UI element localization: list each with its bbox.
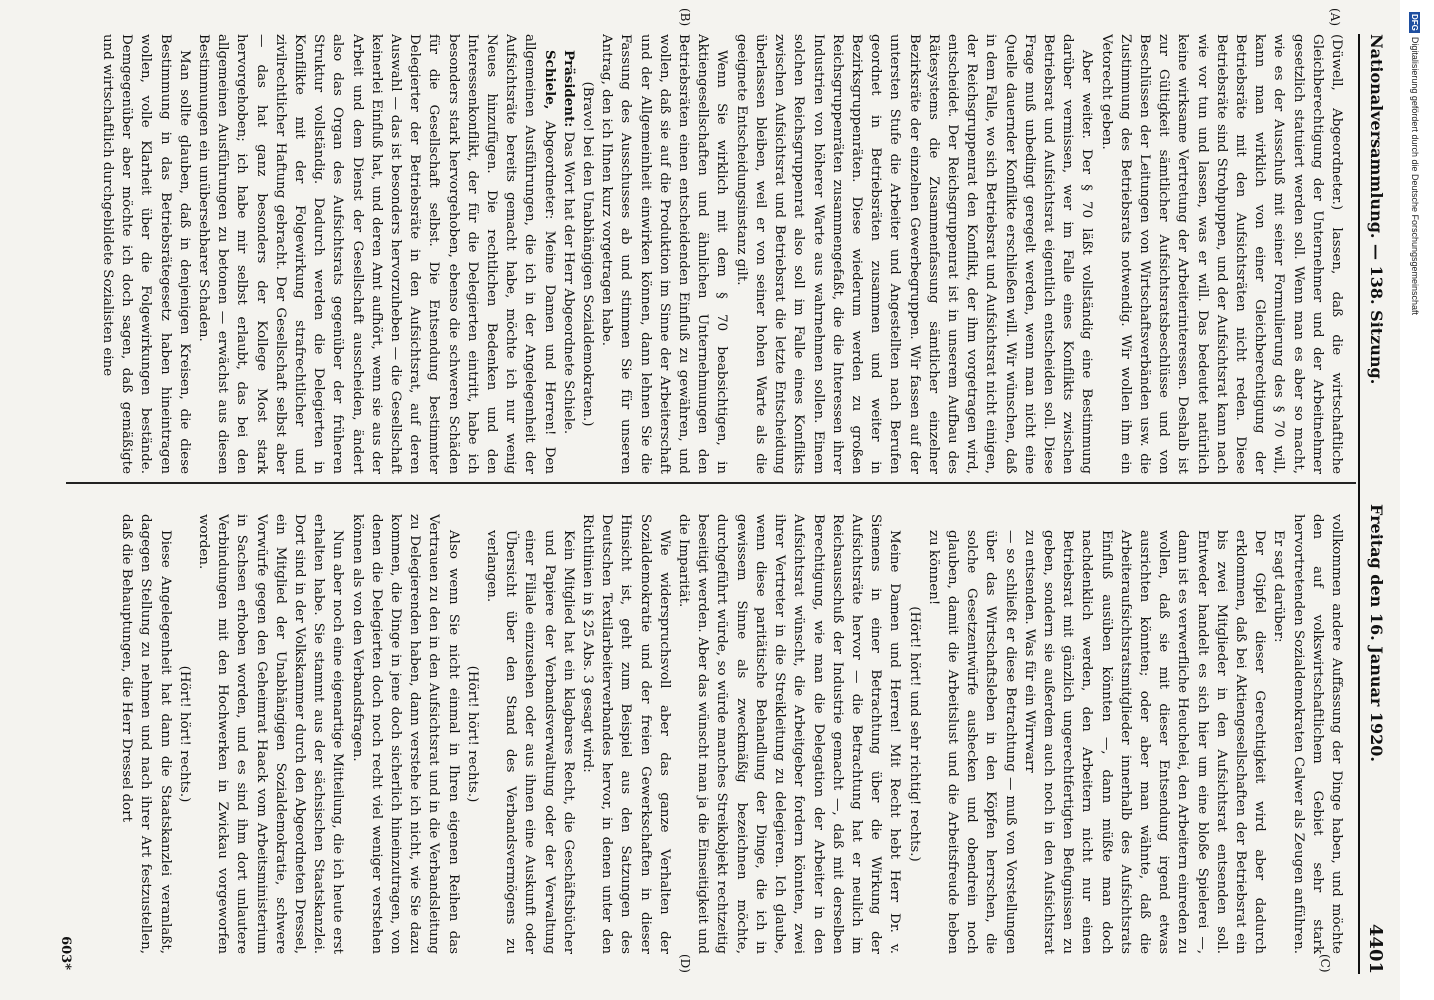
- column-divider: [66, 482, 1356, 484]
- dfg-logo: DFG: [1410, 14, 1419, 31]
- header-session: Nationalversammlung. — 138. Sitzung.: [1367, 34, 1386, 385]
- margin-marker-b: (B): [678, 8, 692, 27]
- rotated-page-content: [52, 4, 1392, 994]
- margin-marker-a: (A): [1328, 8, 1342, 27]
- quotation: — so schließt er diese Betrachtung — muß von Vorstellungen über das Wirtschaftsleben in den Köpfen herrschen, die solche Gesetzentwürfe aushecken und obendrein noch glauben, damit die Arbeitslust und die Arbeitsfreude heben zu können!: [925, 530, 1018, 954]
- president-text: Das Wort hat der Herr Abgeordnete Schiele.: [560, 131, 576, 435]
- speaker-name: Schiele,: [541, 50, 558, 110]
- applause-note: (Bravo! bei den Unabhängigen Sozialdemokraten.): [580, 81, 596, 427]
- paragraph: Also wenn Sie nicht einmal in Ihren eigenen Reihen das Vertrauen zu den in den Aufsichtsrat und in die Verbandsleitung zu Delegierenden haben, dann verstehe ich nicht, wie Sie dazu kommen, die Dinge in jene doch sicherlich hineinzutragen, von denen die Delegierten doch noch recht viel weniger verstehen können als von den Verbandsfragen.: [349, 514, 461, 954]
- header-date: Freitag den 16. Januar 1920.: [1367, 504, 1386, 762]
- paragraph: (Düwell, Abgeordneter.) lassen, daß die wirtschaftliche Gleichberechtigung der Unternehmer und der Arbeitnehmer gesetzlich statuiert werden soll. Wenn man es aber so macht, wie es der Ausschuß mit seiner Formulierung des § 70 will, kann man wirklich von einer Gleichberechtigung der Betriebsräte mit den Aufsichtsräten nicht reden. Diese Betriebsräte sind Strohpuppen, und der Aufsichtsrat kann nach wie vor tun und lassen, was er will. Das bedeutet natürlich keine wirksame Vertretung der Arbeiterinteressen. Deshalb ist zur Gültigkeit sämtlicher Aufsichtsratsbeschlüsse und von Beschlüssen der Leitungen von Wirtschaftsverbänden usw. die Zustimmung des Betriebsrats notwendig. Wir wollen ihm ein Vetorecht geben.: [1098, 34, 1344, 474]
- right-column: [76, 514, 1346, 954]
- paragraph: Wie widerspruchsvoll aber das ganze Verhalten der Sozialdemokratie und der freien Gewerkschaften in dieser Hinsicht ist, geht zum Beispiel aus den Satzungen des Deutschen Textilarbeiterverbandes hervor, in denen unter den Richtlinien in § 25 Abs. 3 gesagt wird:: [580, 514, 672, 954]
- interjection: (Hört! hört! rechts.): [176, 665, 192, 803]
- paragraph: Wenn Sie wirklich mit dem § 70 beabsichtigen, in Aktiengesellschaften und ähnlichen Unternehmungen den Betriebsräten einen entscheidenden Einfluß zu gewähren, und wollen, daß sie auf die Produktion im Sinne der Arbeiterschaft und der Allgemeinheit einwirken können, dann lehnen Sie die Fassung des Ausschusses ab und stimmen Sie für unseren Antrag, den ich Ihnen kurz vorgetragen habe.: [599, 34, 730, 474]
- paragraph: Er sagt darüber:: [1271, 530, 1287, 643]
- interjection: (Hört! hört! und sehr richtig! rechts.): [906, 606, 922, 862]
- paragraph: Man sollte glauben, daß in denjenigen Kreisen, die diese Bestimmung in das Betriebsrätegesetz haben hineintragen wollen, volle Klarheit über die Folgewirkungen bestände. Demgegenüber aber möchte ich doch sagen, daß gemäßigte und wirtschaftlich durchgebildete Sozialisten eine: [100, 34, 192, 474]
- paragraph: vollkommen andere Auffassung der Dinge haben, und möchte den auf volkswirtschaftlichem Gebiet sehr stark hervortretenden Sozialdemokraten Calwer als Zeugen anführen.: [1290, 514, 1344, 954]
- paragraph: Diese Angelegenheit hat dann die Staatskanzlei veranlaßt, dagegen Stellung zu nehmen und nach ihrer Art festzustellen, daß die Behauptungen, die Herr Dressel dort: [119, 514, 173, 954]
- funding-text: Digitalisierung gefördert durch die Deutsche Forschungsgemeinschaft: [1410, 36, 1420, 316]
- quotation: Kein Mitglied hat ein klagbares Recht, die Geschäftsbücher und Papiere der Verbandsverwaltung oder der Verwaltung einer Filiale einzusehen oder aus ihnen eine Auskunft oder Übersicht über den Stand des Verbandsvermögens zu verlangen.: [484, 530, 576, 954]
- page-number: 4401: [1365, 923, 1386, 974]
- margin-marker-d: (D): [678, 954, 692, 973]
- quotation: Der Gipfel dieser Gerechtigkeit wird aber dadurch erklommen, daß bei Aktiengesellschaften der Betriebsrat ein bis zwei Mitglieder in den Aufsichtsrat entsenden soll. Entweder handelt es sich hier um eine bloße Spielerei —, dann ist es verwerfliche Heuchelei, den Arbeitern einreden zu wollen, daß sie mit dieser Entsendung irgend etwas ausrichten könnten; oder aber man wähnte, daß die Arbeiteraufsichtsratsmitglieder innerhalb des Aufsichtsrats Einfluß ausüben könnten —, dann müßte man doch nachdenklich werden, den Arbeitern nicht nur einen Betriebsrat mit gänzlich ungerechtfertigten Befugnissen zu geben, sondern sie außerdem auch noch in den Aufsichtsrat zu entsenden. Was für ein Wirrwarr: [1021, 530, 1268, 954]
- page-signature: 603*: [58, 936, 73, 970]
- paragraph: Nun aber noch eine eigenartige Mitteilung, die ich heute erst erhalten habe. Sie stammt aus der sächsischen Staatskanzlei. Dort sind in der Volkskammer durch den Abgeordneten Dressel, ein Mitglied der Unabhängigen Sozialdemokratie, schwere Vorwürfe gegen den Geheimrat Haack vom Arbeitsministerium in Sachsen erhoben worden, und es sind ihm dort unlautere Verbindungen mit den Hochwerken in Zwickau vorgeworfen worden.: [196, 514, 346, 954]
- margin-marker-c: (C): [1318, 954, 1332, 973]
- paragraph: Abgeordneter: Meine Damen und Herren! Den allgemeinen Ausführungen, die ich in der Angelegenheit der Aufsichtsräte bereits gemacht habe, möchte ich nur wenig Neues hinzufügen. Die rechtlichen Bedenken und den Interessenkonflikt, der für die Delegierten eintritt, habe ich besonders stark hervorgehoben, ebenso die schweren Schäden für die Gesellschaft selbst. Die Entsendung bestimmter Delegierter der Betriebsräte in den Aufsichtsrat, auf deren Auswahl — das ist besonders hervorzuheben — die Gesellschaft keinerlei Einfluß hat, und deren Amt aufhört, wenn sie aus der Arbeit und dem Dienst der Gesellschaft ausscheiden, ändert also das Organ des Aufsichtsrats gegenüber der früheren Struktur vollständig. Dadurch werden die Delegierten in Konflikte mit der Folgewirkung strafrechtlicher und zivilrechtlicher Haftung gebracht. Der Gesellschaft selbst aber — das hat ganz besonders der Kollege Most stark hervorgehoben; ich habe mir selbst erlaubt, das bei den allgemeinen Ausführungen zu betonen — erwächst aus diesen Bestimmungen ein unübersehbarer Schaden.: [196, 34, 557, 474]
- left-column: [76, 34, 1346, 474]
- paragraph: Aber weiter. Der § 70 läßt vollständig eine Bestimmung darüber vermissen, wer im Falle eines Konflikts zwischen Betriebsrat und Aufsichtsrat eigentlich entscheiden soll. Diese Frage muß unbedingt geregelt werden, wenn man nicht eine Quelle dauernder Konflikte erschließen will. Wir wünschen, daß in dem Falle, wo sich Betriebsrat und Aufsichtsrat nicht einigen, der Reichsgruppenrat den Konflikt, der ihm vorgetragen wird, entscheidet. Der Reichsgruppenrat ist in unserem Aufbau des Rätesystems die Zusammenfassung sämtlicher einzelner Bezirksräte der einzelnen Gewerbegruppen. Wir fassen auf der untersten Stufe die Arbeiter und Angestellten nach Berufen geordnet in Betriebsräten zusammen und weiter in Bezirksgruppenräten. Diese wiederum werden zu großen Reichsgruppenräten zusammengefaßt, die die Interessen ihrer Industrien von höherer Warte aus wahrnehmen sollen. Einem solchen Reichsgruppenrat also soll im Falle eines Konflikts zwischen Aufsichtsrat und Betriebsrat die letzte Entscheidung überlassen bleiben, weil er von seiner hohen Warte als die geeignete Entscheidungsinstanz gilt.: [733, 34, 1095, 474]
- paragraph: Meine Damen und Herren! Mit Recht hebt Herr Dr. v. Siemens in einer Betrachtung über die Wirkung der Aufsichtsräte hervor — die Betrachtung hat er neulich im Reichsausschuß der Industrie gemacht —, daß mit derselben Berechtigung, wie man die Delegation der Arbeiter in den Aufsichtsrat wünscht, die Arbeitgeber fordern könnten, zwei ihrer Vertreter in die Streikleitung zu delegieren. Ich glaube, wenn diese paritätische Behandlung der Dinge, die ich in gewissem Sinne als zweckmäßig bezeichnen möchte, durchgeführt würde, so würde manches Streikobjekt rechtzeitig beseitigt werden. Aber das wünscht man ja die Einseitigkeit und die Imparität.: [676, 514, 903, 954]
- president-label: Präsident:: [560, 50, 577, 128]
- interjection: (Hört! hört! rechts.): [464, 665, 480, 803]
- page-header: [1358, 34, 1390, 974]
- funding-note: [1409, 12, 1420, 315]
